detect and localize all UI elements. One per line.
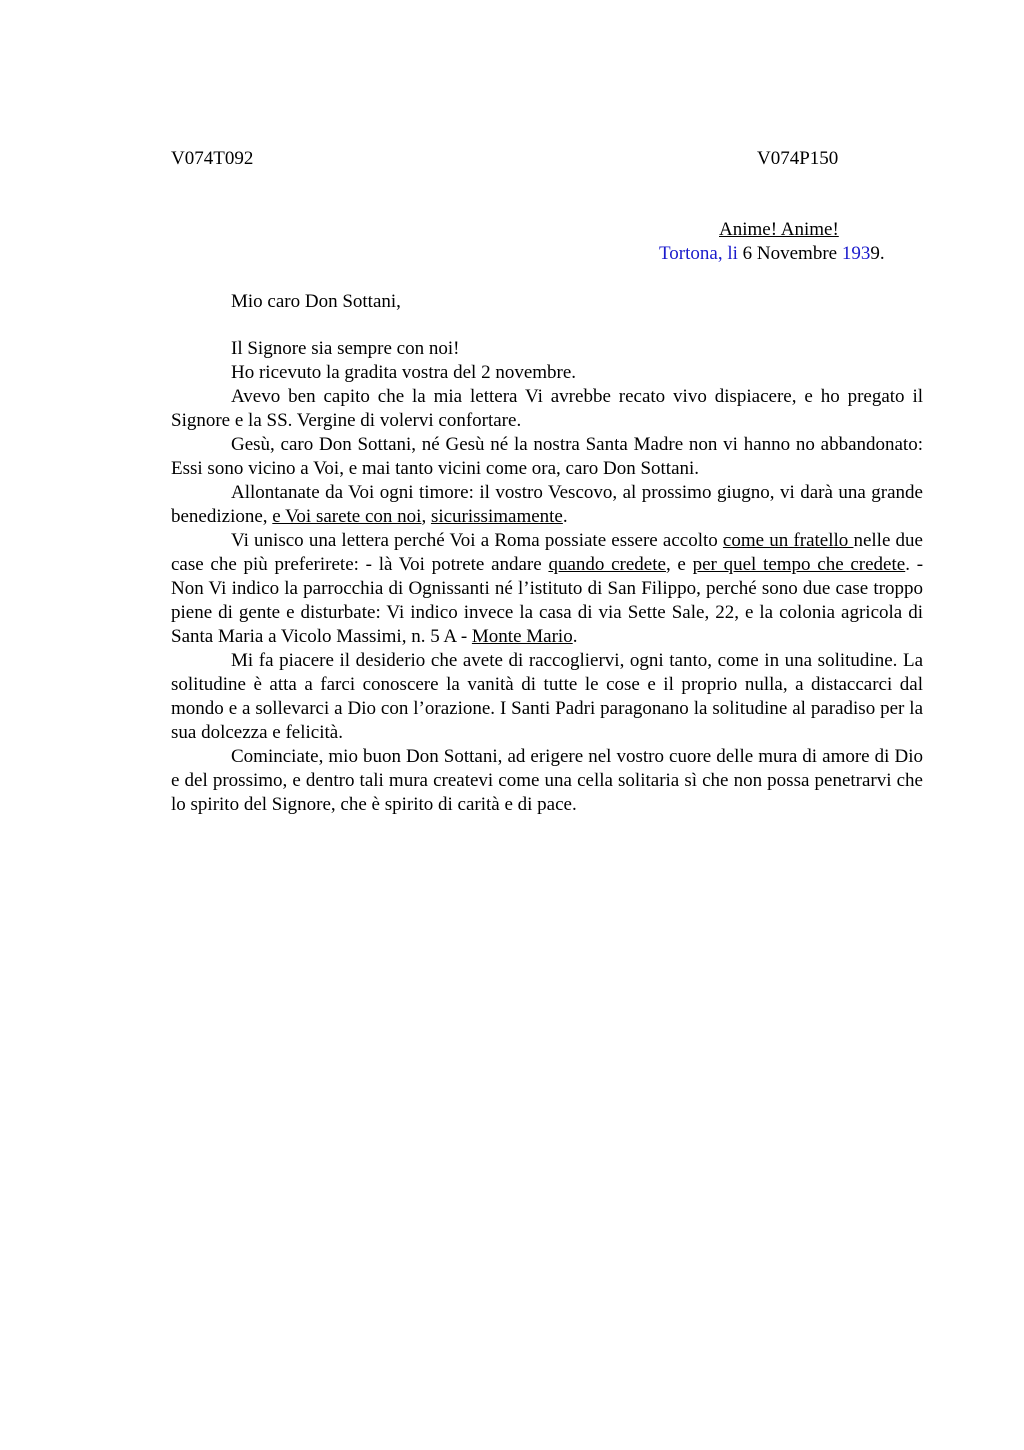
paragraph-2: Ho ricevuto la gradita vostra del 2 novembre. bbox=[231, 362, 577, 383]
paragraph-5-text-c: . bbox=[562, 506, 568, 527]
paragraph-5-underlined-1: e Voi sarete con noi bbox=[272, 506, 422, 527]
document-reference-right: V074P150 bbox=[757, 148, 839, 169]
document-reference-left: V074T092 bbox=[171, 148, 254, 169]
letter-dateline bbox=[659, 242, 885, 266]
paragraph-6-text-e: . bbox=[572, 626, 578, 647]
paragraph-6-underlined-4: Monte Mario bbox=[471, 626, 573, 647]
paragraph-6-underlined-3: per quel tempo che credete bbox=[692, 554, 906, 575]
paragraph-1: Il Signore sia sempre con noi! bbox=[231, 338, 460, 359]
paragraph-8: Cominciate, mio buon Don Sottani, ad erigere nel vostro cuore delle mura di amore di Dio e del prossimo, e dentro tali mura createvi come una cella solitaria sì che non possa penetrarvi che lo spirito del Signore, che è spirito di carità e di pace. bbox=[171, 746, 923, 815]
letter-salutation: Mio caro Don Sottani, bbox=[231, 291, 401, 312]
paragraph-5-underlined-2: sicurissimamente bbox=[430, 506, 563, 527]
paragraph-5 bbox=[171, 481, 923, 529]
paragraph-6-text-c: , e bbox=[665, 554, 693, 575]
dateline-place: Tortona, li bbox=[659, 243, 738, 264]
paragraph-6-text-d: . - Non Vi indico la parrocchia di Ognissanti né l’istituto di San Filippo, perché sono due case troppo piene di gente e disturbate: Vi indico invece la casa di via Sette Sale, 22, e la colonia agricola di Santa Maria a Vicolo Massimi, n. 5 A - bbox=[171, 554, 924, 647]
paragraph-6-underlined-2: quando credete bbox=[548, 554, 666, 575]
paragraph-6 bbox=[171, 529, 923, 649]
letter-body bbox=[171, 337, 923, 817]
paragraph-5-text-a: Allontanate da Voi ogni timore: il vostro Vescovo, al prossimo giugno, vi darà una grande benedizione, bbox=[171, 482, 923, 527]
paragraph-5-text-b: , bbox=[421, 506, 431, 527]
paragraph-4: Gesù, caro Don Sottani, né Gesù né la nostra Santa Madre non vi hanno no abbandonato: Essi sono vicino a Voi, e mai tanto vicini come ora, caro Don Sottani. bbox=[171, 434, 923, 479]
dateline-year-part-b: 9. bbox=[870, 243, 885, 264]
dateline-year-part-a: 193 bbox=[841, 243, 871, 264]
paragraph-6-text-b: nelle due case che più preferirete: - là Voi potrete andare bbox=[171, 530, 923, 575]
paragraph-6-text-a: Vi unisco una lettera perché Voi a Roma possiate essere accolto bbox=[231, 530, 723, 551]
dateline-day-month: 6 Novembre bbox=[737, 243, 842, 264]
paragraph-3: Avevo ben capito che la mia lettera Vi avrebbe recato vivo dispiacere, e ho pregato il Signore e la SS. Vergine di volervi confortare. bbox=[171, 386, 923, 431]
paragraph-7: Mi fa piacere il desiderio che avete di raccogliervi, ogni tanto, come in una solitudine. La solitudine è atta a farci conoscere la vanità di tutte le cose e il proprio nulla, a distaccarci dal mondo e a sollevarci a Dio con l’orazione. I Santi Padri paragonano la solitudine al paradiso per la sua dolcezza e felicità. bbox=[171, 650, 923, 743]
letter-motto: Anime! Anime! bbox=[719, 219, 839, 240]
paragraph-6-underlined-1: come un fratello bbox=[722, 530, 854, 551]
